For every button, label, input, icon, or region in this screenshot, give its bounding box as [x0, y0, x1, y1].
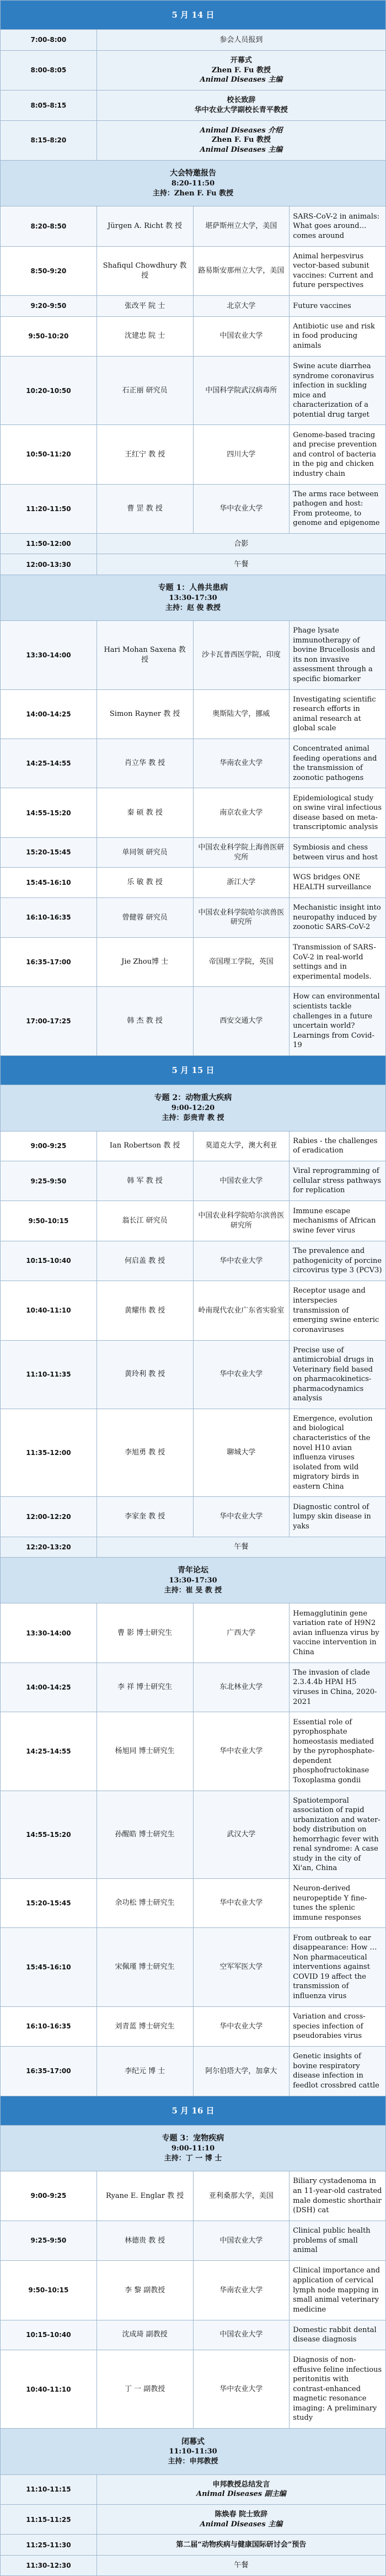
speaker-affiliation: 中国农业科学院哈尔滨兽医研究所 [193, 897, 290, 937]
talk-row [1, 1281, 386, 1340]
ceremony-line: Zhen F. Fu 教授 [211, 136, 271, 145]
session-title: 专题 1：人兽共患病 [158, 583, 228, 593]
talk-row [1, 689, 386, 739]
time-slot: 8:00-8:05 [1, 50, 97, 90]
ceremony-line: 第二届“动物疾病与健康国际研讨会”预告 [176, 2540, 307, 2549]
day-header [1, 1, 386, 30]
ceremony-line: Animal Diseases 介绍 [200, 126, 283, 135]
time-slot: 11:20-11:50 [1, 484, 97, 533]
time-slot: 10:40-11:10 [1, 1281, 97, 1340]
talk-title: Precise use of antimicrobial drugs in Veterinary field based on pharmacokinetics-pharmacodynamics analysis [290, 1340, 386, 1409]
speaker-name: 黄玲利 教 授 [96, 1340, 193, 1409]
speaker-affiliation: 路易斯安那州立大学，美国 [193, 246, 290, 295]
speaker-affiliation: 西安交通大学 [193, 987, 290, 1055]
ceremony-line: Animal Diseases 主编 [200, 76, 283, 84]
session-host: 主持：赵 俊 教授 [165, 603, 221, 612]
session-block [1, 1085, 386, 1131]
speaker-name: 刘青蓝 博士研究生 [96, 2006, 193, 2046]
speaker-name: 孙醒皓 博士研究生 [96, 1791, 193, 1878]
ceremony-row [1, 2505, 386, 2535]
session-title: 青年论坛 [178, 1566, 208, 1575]
speaker-name: 单同领 研究员 [96, 837, 193, 867]
time-slot: 12:00-12:20 [1, 1497, 97, 1537]
talk-title: Investigating scientific research efforts in animal research at global scale [290, 689, 386, 739]
talk-row [1, 2047, 386, 2096]
speaker-name: 杨旭同 博士研究生 [96, 1712, 193, 1791]
speaker-name: 黄耀伟 教 授 [96, 1281, 193, 1340]
session-header [1, 1558, 386, 1603]
ceremony-detail [96, 2474, 385, 2504]
talk-title: SARS-CoV-2 in animals: What goes around… comes around [290, 206, 386, 246]
speaker-affiliation: 中国农业大学 [193, 2221, 290, 2260]
talk-row [1, 1497, 386, 1537]
schedule-row [1, 534, 386, 554]
talk-title: Spatiotemporal association of rapid urbanization and water-body distribution on hemorrhagic fever with renal syndrome: A case study in the city of Xi'an, China [290, 1791, 386, 1878]
time-slot: 16:10-16:35 [1, 897, 97, 937]
speaker-name: 曹 影 博士研究生 [96, 1603, 193, 1663]
time-slot: 16:10-16:35 [1, 2006, 97, 2046]
speaker-name: 沈成琦 副教授 [96, 2320, 193, 2350]
speaker-affiliation: 四川大学 [193, 425, 290, 484]
speaker-name: 曹 罡 教 授 [96, 484, 193, 533]
session-host: 主持：丁 一 博 士 [164, 2154, 222, 2163]
speaker-name: Hari Mohan Saxena 教 授 [96, 621, 193, 689]
time-slot: 9:00-9:25 [1, 1131, 97, 1161]
talk-row [1, 316, 386, 356]
speaker-affiliation: 广西大学 [193, 1603, 290, 1663]
session-host: 主持：彭贵青 教 授 [162, 1113, 224, 1122]
talk-row [1, 1603, 386, 1663]
speaker-affiliation: 北京大学 [193, 296, 290, 316]
speaker-affiliation: 华中农业大学 [193, 2350, 290, 2428]
session-title: 闭幕式 [181, 2437, 205, 2446]
time-slot: 11:35-12:00 [1, 1409, 97, 1496]
speaker-name: 韩 军 教 授 [96, 1161, 193, 1201]
speaker-name: 林德贵 教 授 [96, 2221, 193, 2260]
talk-row [1, 987, 386, 1055]
session-block [1, 2429, 386, 2474]
speaker-affiliation: 空军军医大学 [193, 1928, 290, 2006]
talk-title: Epidemiological study on swine viral infectious disease based on meta-transcriptomic analysis [290, 788, 386, 837]
speaker-name: 李纪元 博 士 [96, 2047, 193, 2096]
ceremony-detail [96, 120, 385, 160]
time-slot: 9:50-10:15 [1, 1201, 97, 1241]
time-slot: 10:15-10:40 [1, 1241, 97, 1281]
speaker-name: 何启盖 教 授 [96, 1241, 193, 1281]
talk-row [1, 897, 386, 937]
speaker-name: 韩 杰 教 授 [96, 987, 193, 1055]
ceremony-row [1, 91, 386, 120]
speaker-name: Jürgen A. Richt 教 授 [96, 206, 193, 246]
talk-row [1, 2261, 386, 2320]
schedule-row [1, 554, 386, 575]
day-header [1, 1055, 386, 1085]
time-slot: 17:00-17:25 [1, 987, 97, 1055]
talk-row [1, 788, 386, 837]
time-slot: 15:20-15:45 [1, 1879, 97, 1928]
time-slot: 15:45-16:10 [1, 868, 97, 897]
talk-row [1, 484, 386, 533]
ceremony-detail [96, 50, 385, 90]
talk-title: Immune escape mechanisms of African swine fever virus [290, 1201, 386, 1241]
speaker-name: 李 黎 副教授 [96, 2261, 193, 2320]
talk-title: The prevalence and pathogenicity of porcine circovirus type 3 (PCV3) [290, 1241, 386, 1281]
talk-title: Antibiotic use and risk in food producing animals [290, 316, 386, 356]
speaker-name: 宋佩瑾 博士研究生 [96, 1928, 193, 2006]
activity-label: 合影 [96, 534, 385, 554]
speaker-name: 丁 一 副教授 [96, 2350, 193, 2428]
session-block [1, 1558, 386, 1603]
talk-title: Clinical public health problems of small animal [290, 2221, 386, 2260]
talk-title: Diagnosis of non-effusive feline infectious peritonitis with contrast-enhanced magnetic resonance imaging: A preliminary study [290, 2350, 386, 2428]
speaker-name: 王红宁 教 授 [96, 425, 193, 484]
schedule-row [1, 1537, 386, 1557]
session-time: 9:00-12:20 [171, 1104, 215, 1113]
ceremony-row [1, 120, 386, 160]
session-header [1, 160, 386, 206]
session-title: 专题 3：宠物疾病 [162, 2134, 224, 2143]
ceremony-line: 开幕式 [230, 56, 252, 65]
speaker-affiliation: 南京农业大学 [193, 788, 290, 837]
talk-title: Domestic rabbit dental disease diagnosis [290, 2320, 386, 2350]
activity-label: 参会人员报到 [96, 30, 385, 50]
ceremony-line: Animal Diseases 主编 [200, 2520, 283, 2529]
speaker-name: 乐 敏 教 授 [96, 868, 193, 897]
time-slot: 8:50-9:20 [1, 246, 97, 295]
talk-title: Rabies - the challenges of eradication [290, 1131, 386, 1161]
day-label: 5 月 15 日 [1, 1055, 386, 1085]
time-slot: 10:20-10:50 [1, 356, 97, 424]
talk-row [1, 2171, 386, 2221]
time-slot: 9:25-9:50 [1, 2221, 97, 2260]
talk-title: Mechanistic insight into neuropathy induced by zoonotic SARS-CoV-2 [290, 897, 386, 937]
talk-title: From outbreak to ear disappearance: How … Non pharmaceutical interventions against COVID 19 affect the transmission of influenza virus [290, 1928, 386, 2006]
talk-row [1, 1241, 386, 1281]
talk-row [1, 1879, 386, 1928]
speaker-affiliation: 华南农业大学 [193, 739, 290, 788]
talk-title: Genetic insights of bovine respiratory disease infection in feedlot crossbred cattle [290, 2047, 386, 2096]
speaker-name: 曾健蓉 研究员 [96, 897, 193, 937]
activity-label: 午餐 [96, 1537, 385, 1557]
talk-row [1, 1409, 386, 1496]
time-slot: 9:25-9:50 [1, 1161, 97, 1201]
ceremony-line: 校长致辞 [227, 96, 256, 105]
ceremony-row [1, 2535, 386, 2555]
time-slot: 10:40-11:10 [1, 2350, 97, 2428]
speaker-affiliation: 帝国理工学院，英国 [193, 937, 290, 986]
talk-row [1, 1663, 386, 1712]
time-slot: 12:00-13:30 [1, 554, 97, 575]
time-slot: 9:50-10:15 [1, 2261, 97, 2320]
session-block [1, 2125, 386, 2171]
talk-row [1, 425, 386, 484]
time-slot: 10:50-11:20 [1, 425, 97, 484]
talk-title: Diagnostic control of lumpy skin disease in yaks [290, 1497, 386, 1537]
ceremony-detail [96, 2535, 385, 2555]
talk-title: Emergence, evolution and biological characteristics of the novel H10 avian influenza viruses isolated from wild migratory birds in eastern China [290, 1409, 386, 1496]
talk-row [1, 2006, 386, 2046]
talk-title: The arms race between pathogen and host: From proteome, to genome and epigenome [290, 484, 386, 533]
time-slot: 16:35-17:00 [1, 2047, 97, 2096]
time-slot: 11:10-11:15 [1, 2474, 97, 2504]
talk-row [1, 1131, 386, 1161]
time-slot: 14:55-15:20 [1, 788, 97, 837]
talk-row [1, 356, 386, 424]
session-time: 13:30-17:30 [169, 593, 217, 602]
time-slot: 11:10-11:35 [1, 1340, 97, 1409]
talk-row [1, 1161, 386, 1201]
session-time: 13:30-17:30 [169, 1576, 217, 1585]
ceremony-row [1, 2474, 386, 2504]
talk-row [1, 246, 386, 295]
talk-row [1, 1340, 386, 1409]
speaker-affiliation: 中国农业大学 [193, 1161, 290, 1201]
talk-title: Hemagglutinin gene variation rate of H9N2 avian influenza virus by vaccine intervention in China [290, 1603, 386, 1663]
talk-row [1, 1928, 386, 2006]
day-label: 5 月 16 日 [1, 2096, 386, 2125]
time-slot: 14:25-14:55 [1, 1712, 97, 1791]
time-slot: 8:15-8:20 [1, 120, 97, 160]
talk-title: Essential role of pyrophosphate homeostasis mediated by the pyrophosphate-dependent phosphofructokinase Toxoplasma gondii [290, 1712, 386, 1791]
speaker-affiliation: 武汉大学 [193, 1791, 290, 1878]
talk-row [1, 2350, 386, 2428]
speaker-affiliation: 中国科学院武汉病毒所 [193, 356, 290, 424]
activity-label: 午餐 [96, 2555, 385, 2575]
speaker-affiliation: 中国农业大学 [193, 316, 290, 356]
time-slot: 8:20-8:50 [1, 206, 97, 246]
speaker-name: Ian Robertson 教 授 [96, 1131, 193, 1161]
time-slot: 14:25-14:55 [1, 739, 97, 788]
speaker-name: 张改平 院 士 [96, 296, 193, 316]
talk-row [1, 2320, 386, 2350]
time-slot: 8:05-8:15 [1, 91, 97, 120]
session-block [1, 575, 386, 620]
session-host: 主持：Zhen F. Fu 教授 [152, 189, 234, 198]
time-slot: 15:20-15:45 [1, 837, 97, 867]
talk-title: Variation and cross-species infection of pseudorabies virus [290, 2006, 386, 2046]
ceremony-line: Animal Diseases 主编 [200, 146, 283, 155]
time-slot: 16:35-17:00 [1, 937, 97, 986]
time-slot: 14:55-15:20 [1, 1791, 97, 1878]
speaker-name: 翁长江 研究员 [96, 1201, 193, 1241]
session-header [1, 2429, 386, 2474]
speaker-name: 秦 硕 教 授 [96, 788, 193, 837]
speaker-name: Simon Rayner 教 授 [96, 689, 193, 739]
speaker-affiliation: 华中农业大学 [193, 2006, 290, 2046]
time-slot: 14:00-14:25 [1, 689, 97, 739]
talk-row [1, 296, 386, 316]
speaker-affiliation: 华中农业大学 [193, 1712, 290, 1791]
activity-label: 午餐 [96, 554, 385, 575]
talk-title: Clinical importance and application of cervical lymph node mapping in small animal veterinary medicine [290, 2261, 386, 2320]
session-block [1, 160, 386, 206]
time-slot: 13:30-14:00 [1, 1603, 97, 1663]
session-title: 大会特邀报告 [170, 169, 216, 178]
talk-title: Swine acute diarrhea syndrome coronavirus infection in suckling mice and characterization of a potential drug target [290, 356, 386, 424]
speaker-affiliation: 华南农业大学 [193, 2261, 290, 2320]
speaker-name: 沈建忠 院 士 [96, 316, 193, 356]
session-header [1, 2125, 386, 2171]
schedule-row [1, 30, 386, 50]
time-slot: 11:50-12:00 [1, 534, 97, 554]
speaker-name: 肖立华 教 授 [96, 739, 193, 788]
speaker-affiliation: 沙卡瓦普西医学院，印度 [193, 621, 290, 689]
speaker-name: 李旭勇 教 授 [96, 1409, 193, 1496]
talk-row [1, 621, 386, 689]
speaker-affiliation: 聊城大学 [193, 1409, 290, 1496]
speaker-affiliation: 中国农业科学院哈尔滨兽医研究所 [193, 1201, 290, 1241]
speaker-name: 李家奎 教 授 [96, 1497, 193, 1537]
ceremony-line: Animal Diseases 副主编 [196, 2490, 286, 2499]
talk-row [1, 837, 386, 867]
session-time: 8:20-11:50 [171, 179, 215, 188]
speaker-name: Shafiqul Chowdhury 教 授 [96, 246, 193, 295]
talk-row [1, 739, 386, 788]
speaker-affiliation: 浙江大学 [193, 868, 290, 897]
session-header [1, 1085, 386, 1131]
time-slot: 9:20-9:50 [1, 296, 97, 316]
speaker-affiliation: 亚利桑那大学，美国 [193, 2171, 290, 2221]
ceremony-line: 陈焕春 院士致辞 [215, 2510, 268, 2519]
speaker-affiliation: 堪萨斯州立大学，美国 [193, 206, 290, 246]
speaker-affiliation: 华中农业大学 [193, 484, 290, 533]
talk-title: Viral reprogramming of cellular stress pathways for replication [290, 1161, 386, 1201]
talk-row [1, 1712, 386, 1791]
time-slot: 11:15-11:25 [1, 2505, 97, 2535]
ceremony-line: Zhen F. Fu 教授 [211, 66, 271, 75]
session-title: 专题 2：动物重大疾病 [154, 1093, 232, 1103]
time-slot: 9:00-9:25 [1, 2171, 97, 2221]
speaker-affiliation: 华中农业大学 [193, 1879, 290, 1928]
time-slot: 7:00-8:00 [1, 30, 97, 50]
speaker-name: 石正丽 研究员 [96, 356, 193, 424]
talk-row [1, 1201, 386, 1241]
time-slot: 10:15-10:40 [1, 2320, 97, 2350]
time-slot: 9:50-10:20 [1, 316, 97, 356]
session-host: 主持：崔 旻 教 授 [164, 1586, 222, 1595]
speaker-affiliation: 莫道克大学，澳大利亚 [193, 1131, 290, 1161]
session-time: 9:00-11:10 [171, 2144, 215, 2153]
ceremony-detail [96, 2505, 385, 2535]
talk-title: Future vaccines [290, 296, 386, 316]
speaker-name: Ryane E. Englar 教 授 [96, 2171, 193, 2221]
time-slot: 12:20-13:20 [1, 1537, 97, 1557]
talk-title: Neuron-derived neuropeptide Y fine-tunes the splenic immune responses [290, 1879, 386, 1928]
speaker-affiliation: 华中农业大学 [193, 1340, 290, 1409]
speaker-affiliation: 华中农业大学 [193, 1241, 290, 1281]
speaker-name: 李 祥 博士研究生 [96, 1663, 193, 1712]
talk-title: The invasion of clade 2.3.4.4b HPAI H5 viruses in China, 2020-2021 [290, 1663, 386, 1712]
session-host: 主持：申邦教授 [168, 2457, 218, 2466]
talk-title: Receptor usage and interspecies transmission of emerging swine enteric coronaviruses [290, 1281, 386, 1340]
talk-title: Biliary cystadenoma in an 11-year-old castrated male domestic shorthair (DSH) cat [290, 2171, 386, 2221]
day-header [1, 2096, 386, 2125]
speaker-affiliation: 阿尔伯塔大学，加拿大 [193, 2047, 290, 2096]
talk-title: Phage lysate immunotherapy of bovine Brucellosis and its non invasive assessment through a specific biomarker [290, 621, 386, 689]
speaker-affiliation: 奥斯陆大学，挪威 [193, 689, 290, 739]
ceremony-line: 申邦教授总结发言 [212, 2480, 270, 2489]
time-slot: 11:25-11:30 [1, 2535, 97, 2555]
schedule-row [1, 2555, 386, 2575]
talk-title: Symbiosis and chess between virus and host [290, 837, 386, 867]
speaker-name: 余功松 博士研究生 [96, 1879, 193, 1928]
talk-row [1, 206, 386, 246]
talk-title: Genome-based tracing and precise prevention and control of bacteria in the pig and chicken industry chain [290, 425, 386, 484]
ceremony-row [1, 50, 386, 90]
session-header [1, 575, 386, 620]
day-label: 5 月 14 日 [1, 1, 386, 30]
talk-title: How can environmental scientists tackle challenges in a future uncertain world? Learnings from Covid-19 [290, 987, 386, 1055]
talk-title: Concentrated animal feeding operations and the transmission of zoonotic pathogens [290, 739, 386, 788]
session-time: 11:10-11:30 [169, 2447, 217, 2456]
speaker-affiliation: 东北林业大学 [193, 1663, 290, 1712]
talk-title: WGS bridges ONE HEALTH surveillance [290, 868, 386, 897]
time-slot: 14:00-14:25 [1, 1663, 97, 1712]
ceremony-detail [96, 91, 385, 120]
ceremony-line: 华中农业大学副校长青平教授 [194, 105, 288, 114]
time-slot: 13:30-14:00 [1, 621, 97, 689]
speaker-affiliation: 中国农业科学院上海兽医研究所 [193, 837, 290, 867]
talk-row [1, 868, 386, 897]
talk-title: Transmission of SARS-CoV-2 in real-world settings and in experimental models. [290, 937, 386, 986]
time-slot: 15:45-16:10 [1, 1928, 97, 2006]
speaker-name: Jie Zhou博 士 [96, 937, 193, 986]
speaker-affiliation: 华中农业大学 [193, 1497, 290, 1537]
talk-row [1, 937, 386, 986]
speaker-affiliation: 中国农业大学 [193, 2320, 290, 2350]
talk-row [1, 2221, 386, 2260]
talk-row [1, 1791, 386, 1878]
talk-title: Animal herpesvirus vector-based subunit vaccines: Current and future perspectives [290, 246, 386, 295]
time-slot: 11:30-12:30 [1, 2555, 97, 2575]
speaker-affiliation: 岭南现代农业广东省实验室 [193, 1281, 290, 1340]
